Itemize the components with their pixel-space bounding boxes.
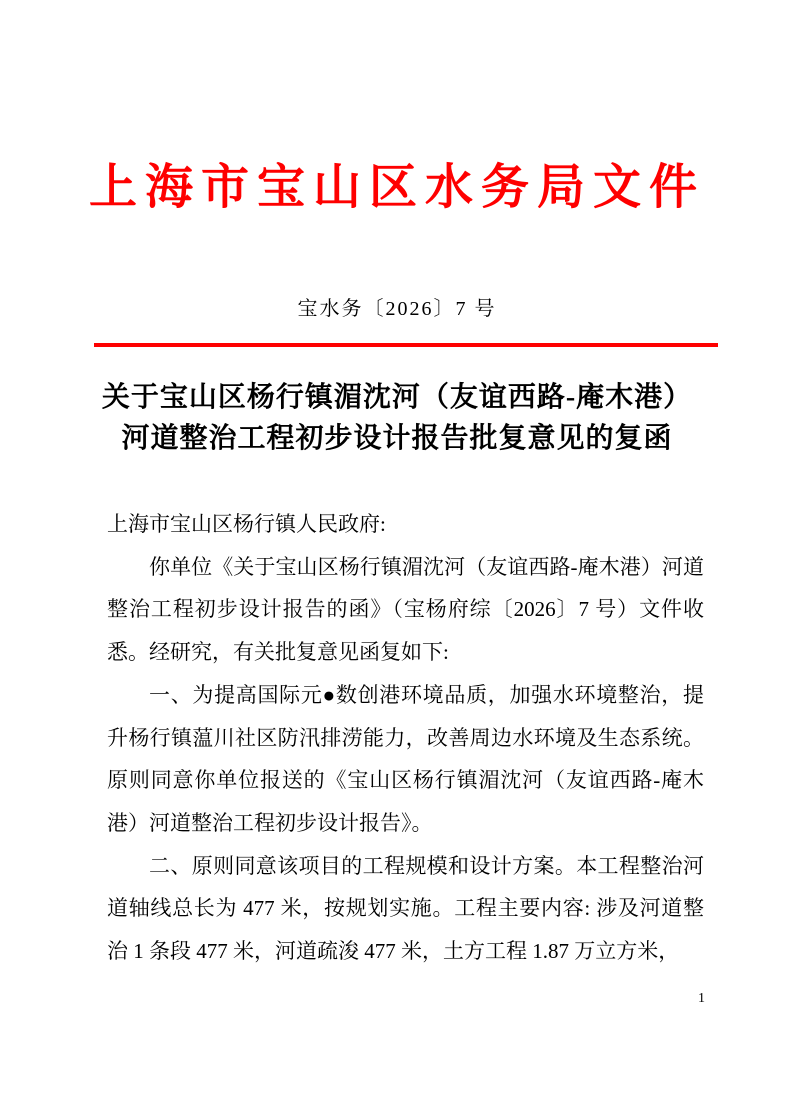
- page-number: 1: [698, 991, 705, 1006]
- paragraph-item-1: 一、为提高国际元●数创港环境品质，加强水环境整治，提升杨行镇蕰川社区防汛排涝能力，改善周边水环境及生态系统。原则同意你单位报送的《宝山区杨行镇湄沈河（友谊西路-庵木港）河道整治工程初步设计报告》。: [107, 682, 704, 835]
- document-number: 宝水务〔2026〕7 号: [297, 298, 497, 320]
- document-title: [40, 377, 754, 459]
- red-divider-line: [94, 343, 718, 347]
- document-title-line-2: 河道整治工程初步设计报告批复意见的复函: [121, 423, 673, 454]
- issuing-authority-title: 上海市宝山区水务局文件: [88, 161, 705, 214]
- paragraph-item-2: 二、原则同意该项目的工程规模和设计方案。本工程整治河道轴线总长为 477 米，按规划实施。工程主要内容: 涉及河道整治 1 条段 477 米，河道疏浚 477 米，土方工程 1.87 万立方米，: [107, 853, 704, 964]
- document-body: [107, 503, 704, 973]
- document-title-line-1: 关于宝山区杨行镇湄沈河（友谊西路-庵木港）: [101, 382, 693, 413]
- paragraph-reference: 你单位《关于宝山区杨行镇湄沈河（友谊西路-庵木港）河道整治工程初步设计报告的函》（宝杨府综〔2026〕7 号）文件收悉。经研究，有关批复意见函复如下:: [107, 554, 704, 665]
- salutation: 上海市宝山区杨行镇人民政府:: [107, 512, 386, 536]
- document-header: [0, 158, 794, 347]
